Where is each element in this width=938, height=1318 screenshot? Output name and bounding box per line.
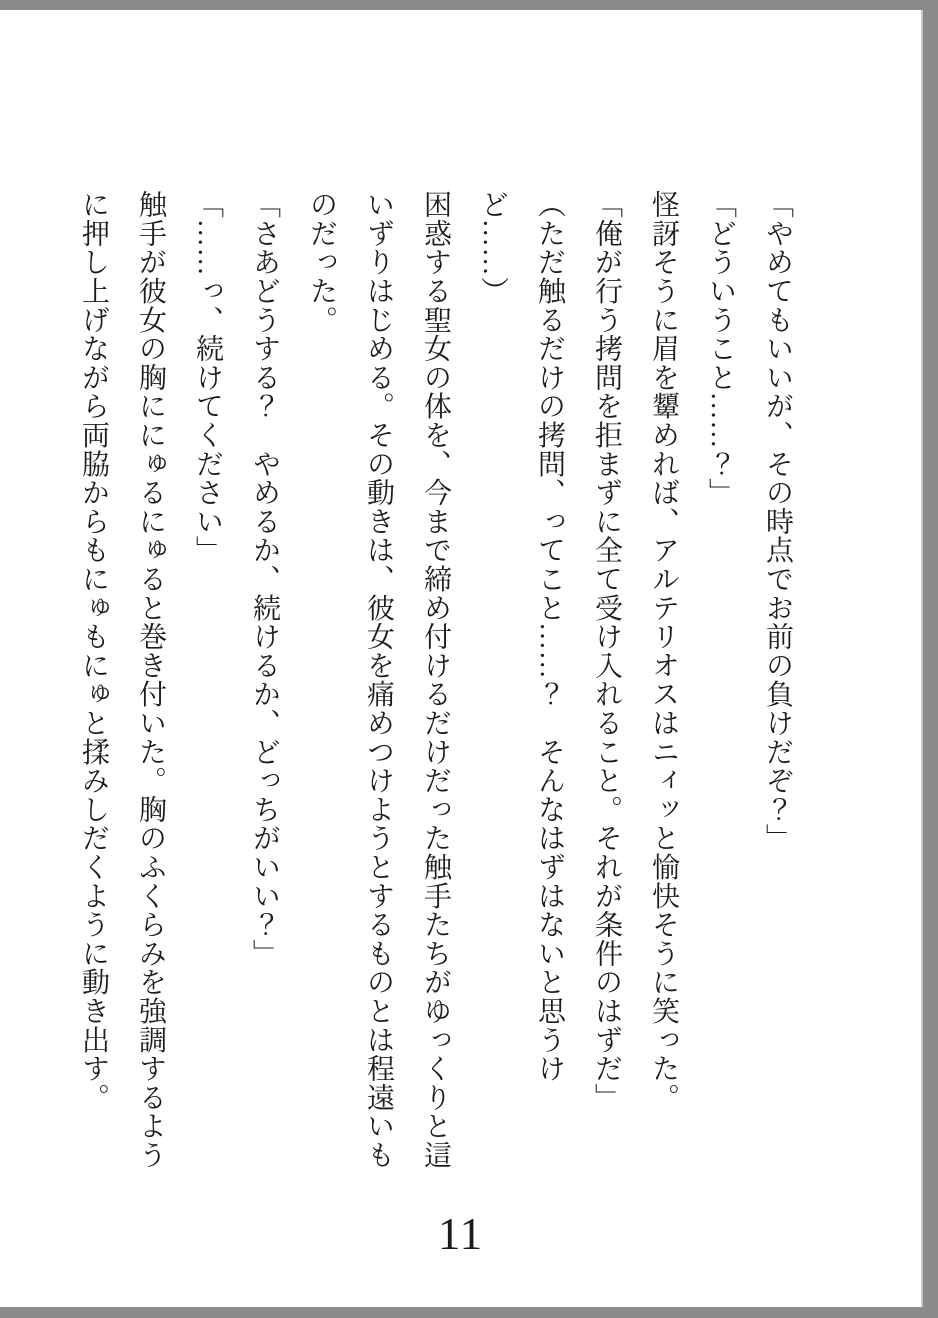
- vertical-text-block: [65, 190, 806, 1175]
- paragraph: 困惑する聖女の体を、今まで締め付けるだけだった触手たちがゆっくりと這いずりはじめる。その動きは、彼女を痛めつけようとするものとは程遠いものだった。: [306, 190, 451, 1170]
- paragraph: 「……っ、続けてください」: [192, 190, 223, 565]
- paragraph: 「俺が行う拷問を拒まずに全て受け入れること。それが条件のはずだ」: [591, 190, 622, 1112]
- paragraph: 「どういうこと……？」: [705, 190, 736, 507]
- page-number: 11: [437, 1209, 484, 1259]
- book-page[interactable]: [0, 10, 923, 1307]
- paragraph: 怪訝そうに眉を顰めれば、アルテリオスはニィッと愉快そうに笑った。: [648, 190, 679, 1112]
- paragraph: （ただ触るだけの拷問、ってこと……？ そんなはずはないと思うけど……）: [477, 190, 565, 1083]
- paragraph: 「やめてもいいが、その時点でお前の負けだぞ？」: [762, 190, 793, 853]
- paragraph: 「さあどうする？ やめるか、続けるか、どっちがいい？」: [249, 190, 280, 968]
- paragraph: 触手が彼女の胸ににゅるにゅると巻き付いた。胸のふくらみを強調するように押し上げながら両脇からもにゅもにゅと揉みしだくように動き出す。: [78, 190, 166, 1170]
